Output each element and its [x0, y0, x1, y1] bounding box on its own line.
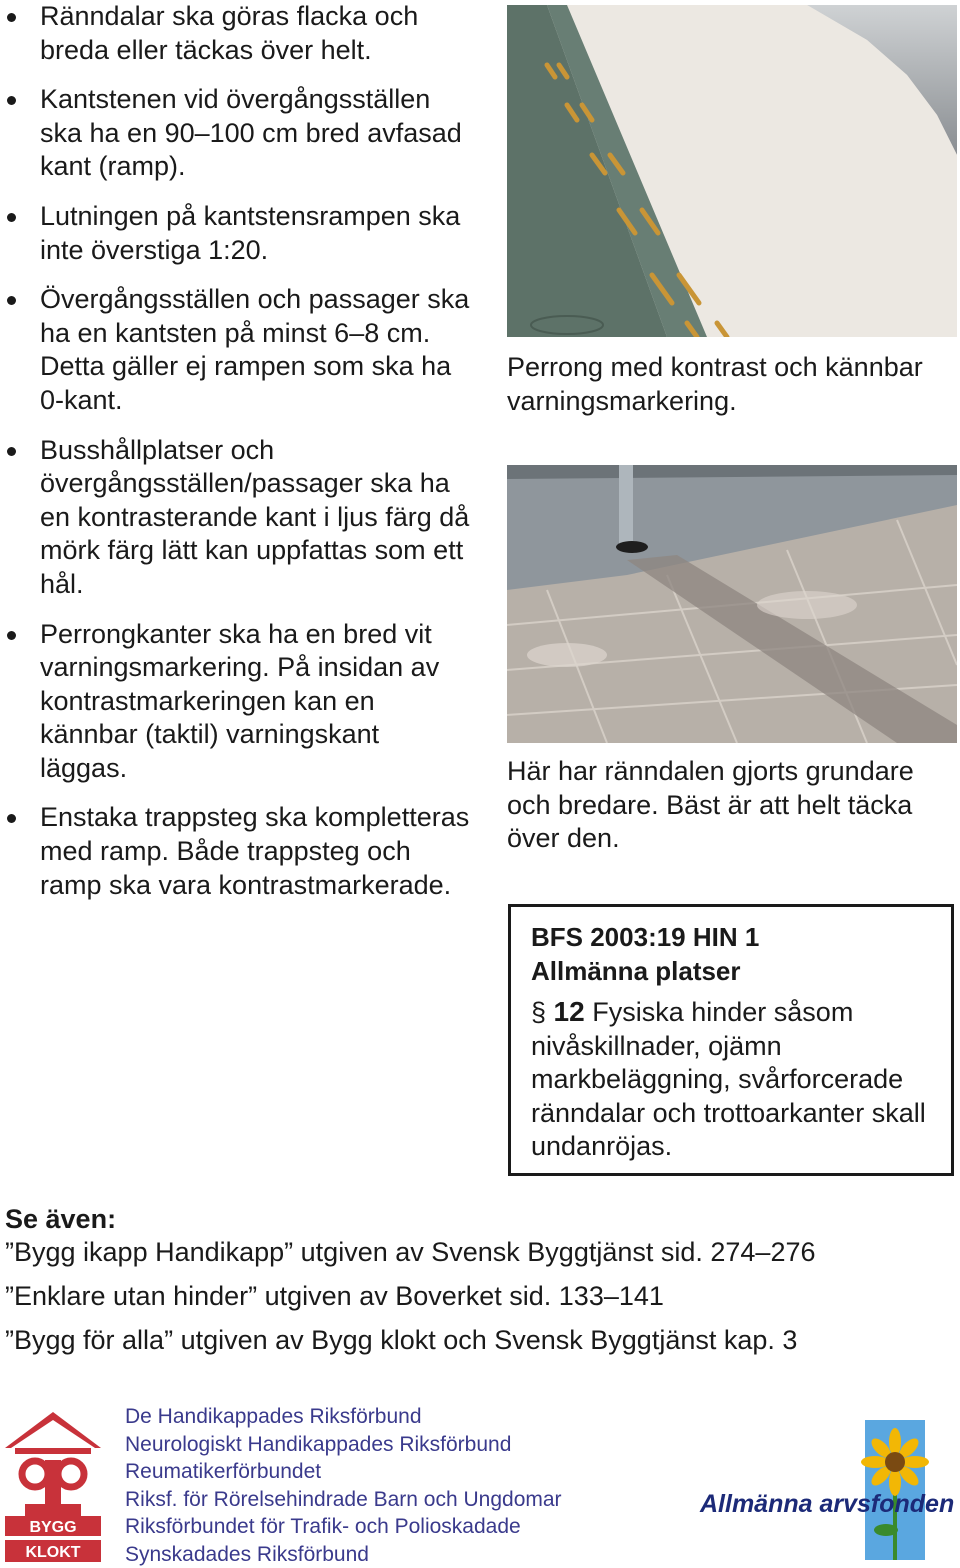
- organization-item: Riksf. för Rörelsehindrade Barn och Ungdomar: [125, 1487, 562, 1511]
- bullet-icon: [7, 814, 16, 823]
- paragraph-number: 12: [553, 996, 585, 1027]
- bullet-icon: [7, 631, 16, 640]
- regulation-title: [531, 921, 759, 988]
- reference-item: ”Bygg för alla” utgiven av Bygg klokt och Svensk Byggtjänst kap. 3: [5, 1325, 798, 1355]
- regulation-subtitle: Allmänna platser: [531, 955, 741, 986]
- see-also-section: [5, 1203, 945, 1368]
- platform-photo-caption: Perrong med kontrast och kännbar varningsmarkering.: [507, 352, 923, 416]
- bullet-icon: [7, 213, 16, 222]
- reference-item: ”Enklare utan hinder” utgiven av Boverket sid. 133–141: [5, 1281, 664, 1311]
- list-item: Kantstenen vid övergångsställen ska ha en 90–100 cm bred avfasad kant (ramp).: [0, 83, 470, 184]
- regulation-code: BFS 2003:19 HIN 1: [531, 922, 760, 952]
- requirements-list: [0, 0, 470, 918]
- organization-item: De Handikappades Riksförbund: [125, 1405, 422, 1428]
- bullet-icon: [7, 296, 16, 305]
- arvsfonden-wordmark: Allmänna arvsfonden: [700, 1490, 955, 1518]
- list-item: Lutningen på kantstensrampen ska inte överstiga 1:20.: [0, 200, 470, 267]
- paragraph-symbol: §: [531, 997, 547, 1027]
- gutter-photo: [507, 465, 957, 743]
- reference-item: ”Bygg ikapp Handikapp” utgiven av Svensk Byggtjänst sid. 274–276: [5, 1237, 816, 1267]
- bullet-icon: [7, 447, 16, 456]
- gutter-photo-caption: Här har ränndalen gjorts grundare och bredare. Bäst är att helt täcka över den.: [507, 756, 914, 854]
- list-item: Perrongkanter ska ha en bred vit varningsmarkering. På insidan av kontrastmarkeringen kan en kännbar (taktil) varningskant läggas.: [0, 618, 470, 786]
- bullet-icon: [7, 96, 16, 105]
- logo-word-bygg: BYGG: [29, 1519, 77, 1536]
- organization-item: Neurologiskt Handikappades Riksförbund: [125, 1432, 512, 1456]
- paragraph-body: Fysiska hinder såsom nivåskillnader, ojämn markbeläggning, svårforcerade ränndalar och trottoarkanter skall undanröjas.: [531, 997, 926, 1162]
- regulation-text: [531, 995, 941, 1164]
- see-also-heading: Se även:: [5, 1204, 117, 1234]
- regulation-box: [508, 904, 954, 1176]
- list-item: Övergångsställen och passager ska ha en kantsten på minst 6–8 cm. Detta gäller ej rampen som ska ha 0-kant.: [0, 283, 470, 417]
- organization-item: Synskadades Riksförbund: [125, 1542, 369, 1566]
- organization-item: Reumatikerförbundet: [125, 1460, 322, 1483]
- list-item: Busshållplatser och övergångsställen/passager ska ha en kontrasterande kant i ljus färg då mörk färg lätt kan uppfattas som ett hål.: [0, 434, 470, 602]
- organization-item: Riksförbundet för Trafik- och Polioskadade: [125, 1515, 521, 1538]
- list-item: Enstaka trappsteg ska kompletteras med ramp. Både trappsteg och ramp ska vara kontrastmarkerade.: [0, 801, 470, 902]
- logo-word-klokt: KLOKT: [25, 1544, 81, 1561]
- bygg-klokt-logo: [5, 1412, 101, 1562]
- list-item: Ränndalar ska göras flacka och breda eller täckas över helt.: [0, 0, 470, 67]
- bullet-icon: [7, 13, 16, 22]
- organizations-list: [125, 1403, 562, 1568]
- allmanna-arvsfonden-logo: [700, 1420, 956, 1560]
- platform-photo: [507, 5, 957, 337]
